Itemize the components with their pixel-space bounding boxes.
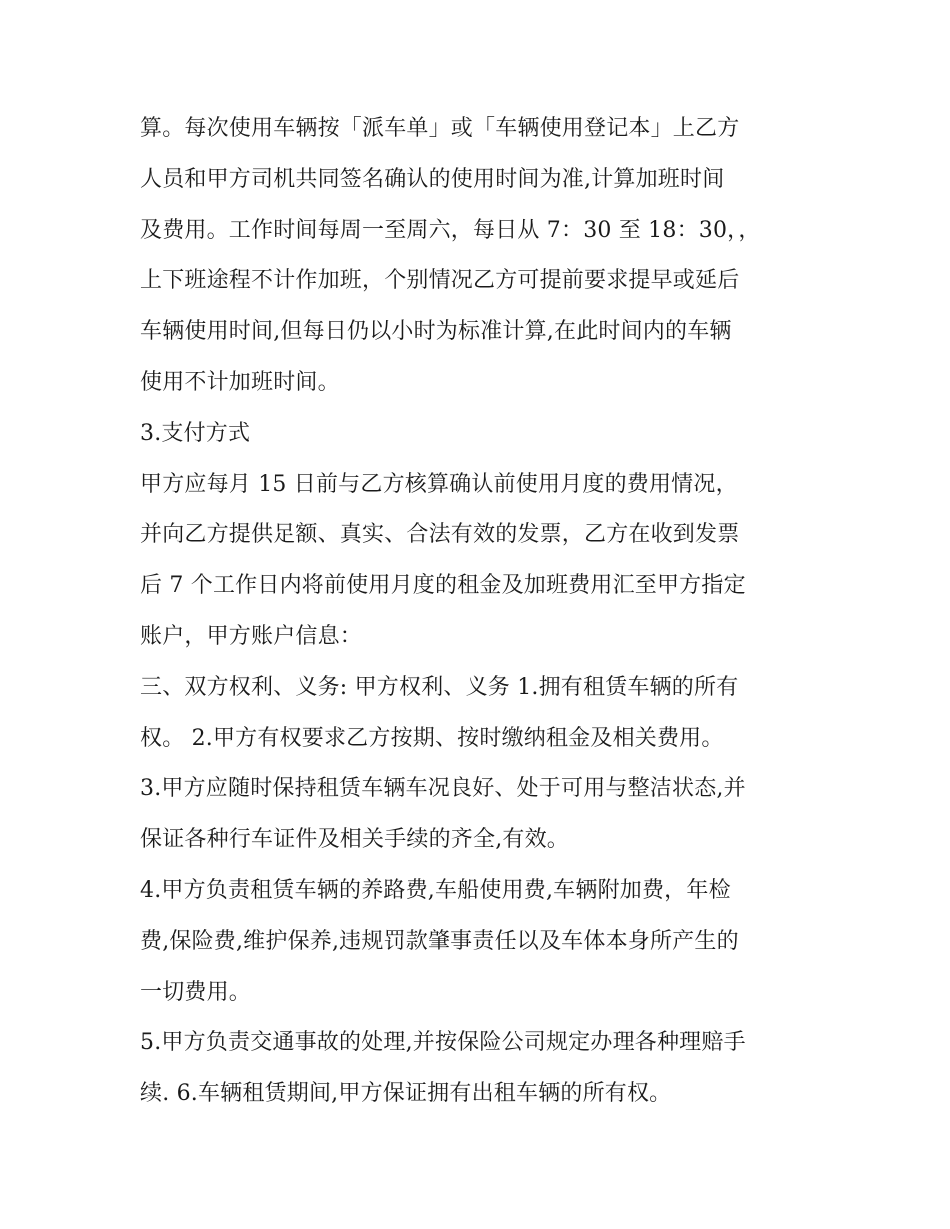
section-heading-payment: 3.支付方式 (140, 420, 251, 446)
document-body (140, 104, 820, 1120)
text-line-8: 甲方应每月 15 日前与乙方核算确认前使用月度的费用情况， (140, 471, 738, 497)
text-line-18: 一切费用。 (140, 979, 252, 1005)
text-line-1: 算。每次使用车辆按「派车单」或「车辆使用登记本」上乙方 (140, 116, 740, 141)
text-line-14: 3.甲方应随时保持租赁车辆车况良好、处于可用与整洁状态,并 (140, 776, 746, 802)
text-line-6: 使用不计加班时间。 (140, 369, 340, 395)
text-line-4: 上下班途程不计作加班，个别情况乙方可提前要求提早或延后 (140, 268, 740, 294)
text-line-11: 账户，甲方账户信息： (140, 623, 363, 649)
text-line-3: 及费用。工作时间每周一至周六，每日从 7：30 至 18：30，， (140, 217, 761, 243)
text-line-17: 费,保险费,维护保养,违规罚款肇事责任以及车体本身所产生的 (140, 928, 739, 954)
section-heading-rights: 三、双方权利、义务: 甲方权利、义务 1.拥有租赁车辆的所有 (140, 674, 739, 700)
text-line-2: 人员和甲方司机共同签名确认的使用时间为准,计算加班时间 (140, 166, 725, 192)
text-line-13: 权。 2.甲方有权要求乙方按期、按时缴纳租金及相关费用。 (140, 725, 724, 751)
text-line-19: 5.甲方负责交通事故的处理,并按保险公司规定办理各种理赔手 (140, 1030, 746, 1056)
text-line-9: 并向乙方提供足额、真实、合法有效的发票，乙方在收到发票 (140, 522, 740, 548)
text-line-20: 续. 6.车辆租赁期间,甲方保证拥有出租车辆的所有权。 (140, 1081, 672, 1107)
text-line-16: 4.甲方负责租赁车辆的养路费,车船使用费,车辆附加费，年检 (140, 877, 731, 903)
text-line-5: 车辆使用时间,但每日仍以小时为标准计算,在此时间内的车辆 (140, 319, 732, 345)
text-line-10: 后 7 个工作日内将前使用月度的租金及加班费用汇至甲方指定 (140, 573, 746, 599)
text-line-15: 保证各种行车证件及相关手续的齐全,有效。 (140, 827, 569, 853)
